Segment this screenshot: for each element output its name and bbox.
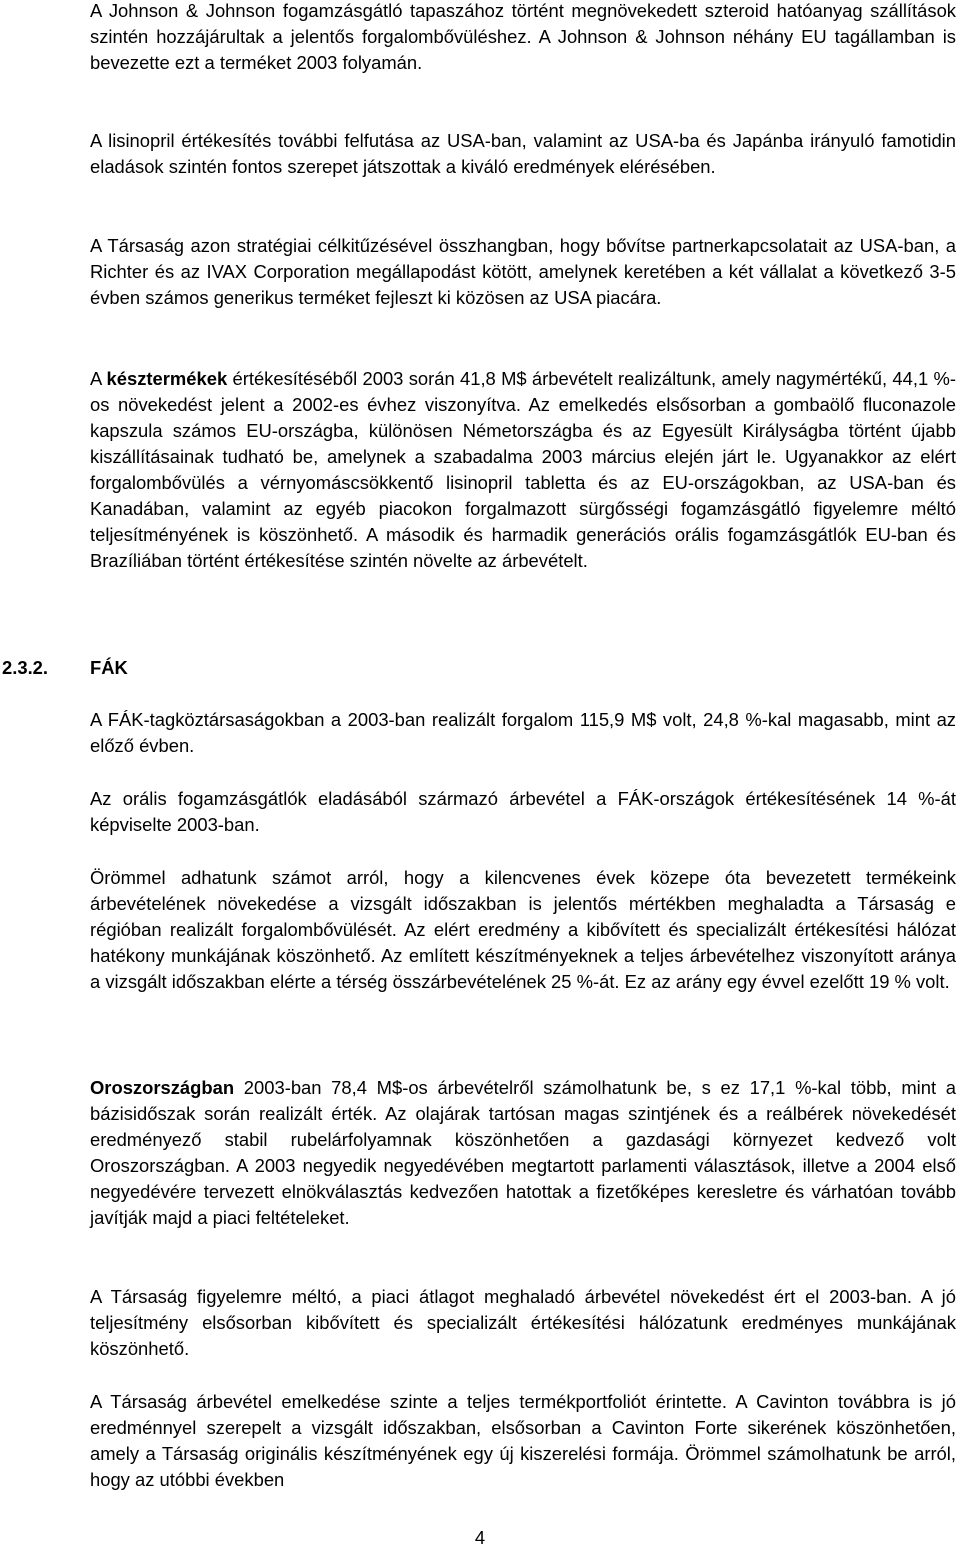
section-title: FÁK xyxy=(90,657,128,678)
paragraph-finished-products-lead: A xyxy=(90,368,107,389)
paragraph-finished-products-text: értékesítéséből 2003 során 41,8 M$ árbevételt realizáltunk, amely nagymértékű, 44,1 %-os növekedést jelent a 2002-es évhez viszonyítva. Az emelkedés elsősorban a gombaölő fluconazole kapszula számos EU-országba, különösen Németországba és az Egyesült Királyságba történt újabb kiszállításainak tudható be, amelynek a szabadalma 2003 március elején járt le. Ugyanakkor az elért forgalombővülés a vérnyomáscsökkentő lisinopril tabletta és az EU-országokban, az USA-ban és Kanadában, valamint az egyéb piacokon forgalmazott sürgősségi fogamzásgátló figyelemre méltó teljesítményének is köszönhető. A második és harmadik generációs orális fogamzásgátlók EU-ban és Brazíliában történt értékesítése szintén növelte az árbevételt. xyxy=(90,368,956,571)
paragraph-russia-bold: Oroszországban xyxy=(90,1077,235,1098)
paragraph-ivax-agreement: A Társaság azon stratégiai célkitűzésével összhangban, hogy bővítse partnerkapcsolatait az USA-ban, a Richter és az IVAX Corporation megállapodást kötött, amelynek keretében a két vállalat a következő 3-5 évben számos generikus terméket fejleszt ki közösen az USA piacára. xyxy=(90,235,956,308)
paragraph-finished-products-bold: késztermékek xyxy=(106,368,228,389)
paragraph-oral-contraceptives: Az orális fogamzásgátlók eladásából származó árbevétel a FÁK-országok értékesítésének 14 %-át képviselte 2003-ban. xyxy=(90,788,956,835)
paragraph-above-market-growth: A Társaság figyelemre méltó, a piaci átlagot meghaladó árbevétel növekedést ért el 2003-ban. A jó teljesítmény elsősorban kibővített és specializált értékesítési hálózatunk eredményes munkájának köszönhető. xyxy=(90,1286,956,1359)
paragraph-jnj-patch: A Johnson & Johnson fogamzásgátló tapaszához történt megnövekedett szteroid hatóanyag szállítások szintén hozzájárultak a jelentős forgalombővüléshez. A Johnson & Johnson néhány EU tagállamban is bevezette ezt a terméket 2003 folyamán. xyxy=(90,0,956,73)
paragraph-cavinton: A Társaság árbevétel emelkedése szinte a teljes termékportfoliót érintette. A Cavinton továbbra is jó eredménnyel szerepelt a vizsgált időszakban, elsősorban a Cavinton Forte sikerének köszönhetően, amely a Társaság originális készítményének egy új kiszerelési formája. Örömmel számolhatunk be arról, hogy az utóbbi években xyxy=(90,1391,956,1490)
paragraph-russia-text: 2003-ban 78,4 M$-os árbevételről számolhatunk be, s ez 17,1 %-kal több, mint a bázisidőszak során realizált érték. Az olajárak tartósan magas szintjének és a reálbérek növekedését eredményező stabil rubelárfolyamnak köszönhetően a gazdasági környezet kedvező volt Oroszországban. A 2003 negyedik negyedévében megtartott parlamenti választások, illetve a 2004 első negyedévére tervezett elnökválasztás kedvezően hatottak a fizetőképes keresletre és várhatóan tovább javítják majd a piaci feltételeket. xyxy=(90,1077,956,1228)
paragraph-new-products: Örömmel adhatunk számot arról, hogy a kilencvenes évek közepe óta bevezetett termékeink árbevételének növekedése a vizsgált időszakban is jelentős mértékben meghaladta a Társaság e régióban realizált forgalombővülését. Az elért eredmény a kibővített és specializált értékesítési hálózat hatékony munkájának köszönhető. Az említett készítményeknek a teljes árbevételhez viszonyított aránya a vizsgált időszakban elérte a térség összárbevételének 25 %-át. Ez az arány egy évvel ezelőtt 19 % volt. xyxy=(90,867,956,992)
paragraph-lisinopril: A lisinopril értékesítés további felfutása az USA-ban, valamint az USA-ba és Japánba irányuló famotidin eladások szintén fontos szerepet játszottak a kiváló eredmények elérésében. xyxy=(90,130,956,177)
section-number: 2.3.2. xyxy=(2,657,49,678)
page-number: 4 xyxy=(474,1527,486,1548)
paragraph-finished-products xyxy=(90,366,956,574)
paragraph-russia xyxy=(90,1075,956,1231)
paragraph-cis-revenue: A FÁK-tagköztársaságokban a 2003-ban realizált forgalom 115,9 M$ volt, 24,8 %-kal magasabb, mint az előző évben. xyxy=(90,709,956,756)
